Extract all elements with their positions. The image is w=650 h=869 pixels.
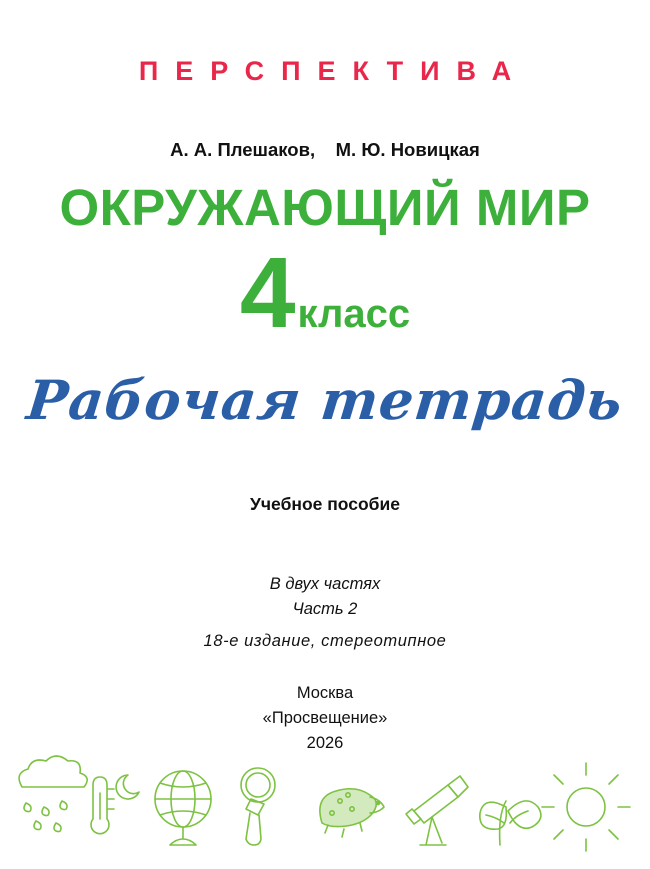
- imprint-block: [0, 681, 650, 756]
- grade-block: [0, 237, 650, 349]
- series-name: ПЕРСПЕКТИВА: [138, 56, 529, 86]
- globe-icon: [155, 771, 211, 845]
- illustration-strip: [0, 749, 650, 869]
- grade-word: класс: [297, 292, 411, 336]
- parts-info: [0, 572, 650, 622]
- city: Москва: [296, 684, 354, 702]
- leaf-icon: [480, 801, 541, 845]
- grade-number: 4: [239, 237, 294, 349]
- hedgehog-icon: [320, 789, 384, 837]
- parts-line-1: В двух частях: [269, 575, 381, 593]
- book-title: ОКРУЖАЮЩИЙ МИР: [59, 179, 591, 236]
- cloud-rain-icon: [19, 756, 87, 832]
- manual-type-label: Учебное пособие: [250, 494, 400, 514]
- sun-icon: [542, 763, 630, 851]
- authors-line: А. А. Плешаков, М. Ю. Новицкая: [170, 139, 480, 160]
- edition-info: 18-е издание, стереотипное: [203, 632, 447, 650]
- magnifier-icon: [241, 768, 275, 845]
- parts-line-2: Часть 2: [292, 600, 358, 618]
- telescope-icon: [406, 776, 468, 845]
- workbook-subtitle: Рабочая тетрадь: [23, 368, 627, 432]
- year: 2026: [306, 734, 344, 752]
- thermometer-icon: [91, 775, 139, 834]
- publisher: «Просвещение»: [262, 709, 388, 727]
